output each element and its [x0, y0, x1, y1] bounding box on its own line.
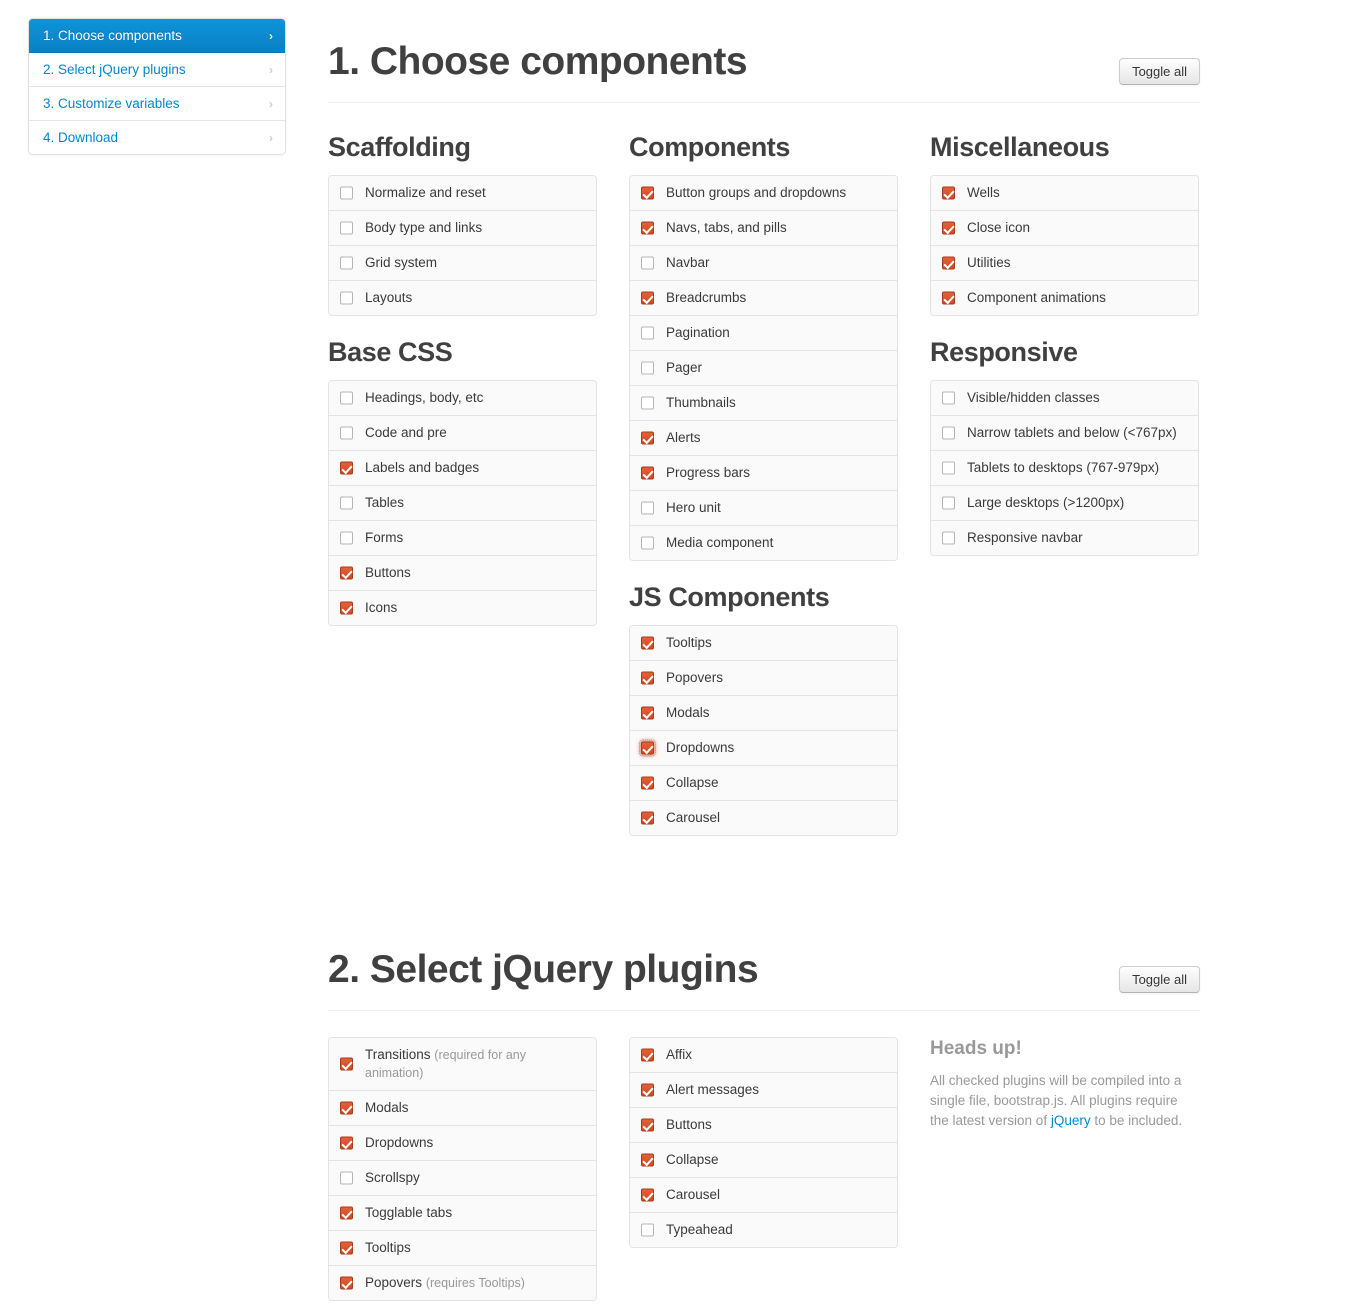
list-item[interactable] — [630, 316, 897, 351]
checkbox-pagination[interactable] — [641, 327, 654, 340]
list-item[interactable] — [630, 1108, 897, 1143]
list-item[interactable] — [931, 211, 1198, 246]
list-item[interactable] — [630, 1143, 897, 1178]
list-item-label: Carousel — [666, 1187, 721, 1202]
list-item[interactable] — [630, 351, 897, 386]
checklist-scaffolding — [328, 175, 597, 316]
list-item-label: Alerts — [666, 430, 701, 445]
list-item-label: Buttons — [666, 1117, 712, 1132]
list-item-label: Popovers — [365, 1275, 423, 1290]
toggle-all-plugins-button[interactable]: Toggle all — [1119, 966, 1200, 993]
checkbox-thumbnails[interactable] — [641, 397, 654, 410]
checkbox-plugin-togglable-tabs[interactable] — [340, 1207, 353, 1220]
list-item[interactable] — [329, 556, 596, 591]
list-item[interactable] — [630, 801, 897, 835]
list-item[interactable] — [630, 1178, 897, 1213]
list-item-label: Popovers — [666, 670, 724, 685]
list-item[interactable] — [931, 281, 1198, 315]
list-item[interactable] — [329, 1266, 596, 1300]
checkbox-navs-tabs-and-pills[interactable] — [641, 222, 654, 235]
checkbox-plugin-tooltips[interactable] — [340, 1242, 353, 1255]
chevron-right-icon: › — [269, 28, 273, 43]
toggle-all-components-button[interactable]: Toggle all — [1119, 58, 1200, 85]
list-item[interactable] — [630, 246, 897, 281]
checkbox-grid-system[interactable] — [340, 257, 353, 270]
checkbox-pager[interactable] — [641, 362, 654, 375]
checklist-base-css — [328, 380, 597, 626]
list-item[interactable] — [630, 626, 897, 661]
checkbox-navbar[interactable] — [641, 257, 654, 270]
heads-up-panel — [930, 1037, 1199, 1301]
column-components-js — [629, 129, 898, 836]
list-item-label: Close icon — [967, 220, 1031, 235]
list-item[interactable] — [329, 1126, 596, 1161]
list-item[interactable] — [630, 491, 897, 526]
checkbox-large-desktops[interactable] — [942, 497, 955, 510]
checkbox-plugin-alert-messages[interactable] — [641, 1084, 654, 1097]
list-item-label: Hero unit — [666, 500, 721, 515]
list-item-note: (requires Tooltips) — [425, 1276, 525, 1290]
list-item-label: Media component — [666, 535, 774, 550]
checkbox-icons[interactable] — [340, 602, 353, 615]
plugins-columns — [328, 1037, 1200, 1301]
checklist-miscellaneous — [930, 175, 1199, 316]
checkbox-js-modals[interactable] — [641, 707, 654, 720]
list-item-label: Utilities — [967, 255, 1011, 270]
group-title-base-css: Base CSS — [328, 337, 453, 367]
list-item-label: Modals — [666, 705, 710, 720]
list-item-label: Large desktops (>1200px) — [967, 495, 1125, 510]
list-item[interactable] — [630, 661, 897, 696]
list-item[interactable] — [329, 451, 596, 486]
section-header-jquery-plugins — [328, 908, 1200, 1011]
checkbox-plugin-scrollspy[interactable] — [340, 1172, 353, 1185]
components-columns — [328, 129, 1200, 836]
list-item[interactable] — [630, 211, 897, 246]
group-title-miscellaneous: Miscellaneous — [930, 132, 1110, 162]
list-item-label: Buttons — [365, 565, 411, 580]
list-item-label: Progress bars — [666, 465, 751, 480]
list-item-label: Typeahead — [666, 1222, 733, 1237]
heads-up-text — [930, 1071, 1199, 1131]
list-item-label: Labels and badges — [365, 460, 480, 475]
list-item-label: Button groups and dropdowns — [666, 185, 847, 200]
list-item-label: Layouts — [365, 290, 413, 305]
checklist-plugins-left — [328, 1037, 597, 1301]
list-item-label: Tooltips — [666, 635, 712, 650]
list-item[interactable] — [329, 246, 596, 281]
checkbox-normalize-and-reset[interactable] — [340, 187, 353, 200]
list-item[interactable] — [931, 416, 1198, 451]
list-item-label: Modals — [365, 1100, 409, 1115]
list-item-note: (required for any animation) — [365, 1048, 527, 1080]
list-item-label: Narrow tablets and below (<767px) — [967, 425, 1177, 440]
list-item-label: Wells — [967, 185, 1000, 200]
list-item-label: Responsive navbar — [967, 530, 1083, 545]
checkbox-component-animations[interactable] — [942, 292, 955, 305]
list-item[interactable] — [630, 281, 897, 316]
list-item-label: Pager — [666, 360, 703, 375]
list-item[interactable] — [931, 451, 1198, 486]
list-item[interactable] — [931, 521, 1198, 555]
page-title: 1. Choose components — [328, 40, 748, 83]
list-item[interactable] — [931, 381, 1198, 416]
list-item[interactable] — [329, 1161, 596, 1196]
list-item-label: Navs, tabs, and pills — [666, 220, 787, 235]
checklist-plugins-right — [629, 1037, 898, 1248]
checkbox-utilities[interactable] — [942, 257, 955, 270]
list-item[interactable] — [931, 246, 1198, 281]
sidebar-item-label: 2. Select jQuery plugins — [43, 62, 186, 77]
group-title-components: Components — [629, 132, 790, 162]
column-plugins-2 — [629, 1037, 898, 1301]
checklist-js-components — [629, 625, 898, 836]
main-content — [328, 0, 1200, 1301]
checkbox-layouts[interactable] — [340, 292, 353, 305]
checkbox-visible-hidden-classes[interactable] — [942, 392, 955, 405]
jquery-link[interactable]: jQuery — [1050, 1113, 1091, 1128]
checkbox-js-collapse[interactable] — [641, 777, 654, 790]
checkbox-media-component[interactable] — [641, 537, 654, 550]
list-item[interactable] — [630, 456, 897, 491]
list-item[interactable] — [329, 1231, 596, 1266]
list-item-label: Code and pre — [365, 425, 447, 440]
checkbox-plugin-typeahead[interactable] — [641, 1224, 654, 1237]
list-item-label: Tooltips — [365, 1240, 411, 1255]
checkbox-button-groups-and-dropdowns[interactable] — [641, 187, 654, 200]
sidebar-item-label: 3. Customize variables — [43, 96, 180, 111]
checkbox-body-type-and-links[interactable] — [340, 222, 353, 235]
list-item-label: Affix — [666, 1047, 693, 1062]
list-item-label: Dropdowns — [666, 740, 735, 755]
checkbox-plugin-dropdowns[interactable] — [340, 1137, 353, 1150]
sidebar-item-select-jquery-plugins[interactable] — [29, 53, 285, 87]
list-item-label: Scrollspy — [365, 1170, 420, 1185]
list-item-label: Forms — [365, 530, 404, 545]
group-title-responsive: Responsive — [930, 337, 1078, 367]
section-header-choose-components — [328, 0, 1200, 103]
checkbox-plugin-affix[interactable] — [641, 1049, 654, 1062]
list-item[interactable] — [630, 1213, 897, 1247]
list-item[interactable] — [329, 591, 596, 625]
list-item[interactable] — [329, 486, 596, 521]
list-item[interactable] — [630, 386, 897, 421]
chevron-right-icon: › — [269, 96, 273, 111]
list-item[interactable] — [630, 176, 897, 211]
checkbox-code-and-pre[interactable] — [340, 427, 353, 440]
checkbox-plugin-popovers[interactable] — [340, 1277, 353, 1290]
list-item-label: Transitions — [365, 1047, 431, 1062]
list-item[interactable] — [329, 381, 596, 416]
list-item-label: Collapse — [666, 775, 719, 790]
list-item-label: Icons — [365, 600, 398, 615]
list-item-label: Collapse — [666, 1152, 719, 1167]
sidebar-item-download[interactable] — [29, 121, 285, 154]
checkbox-tables[interactable] — [340, 497, 353, 510]
list-item-label: Component animations — [967, 290, 1106, 305]
list-item-label: Grid system — [365, 255, 438, 270]
checkbox-hero-unit[interactable] — [641, 502, 654, 515]
list-item-label: Carousel — [666, 810, 721, 825]
checkbox-progress-bars[interactable] — [641, 467, 654, 480]
list-item[interactable] — [630, 1038, 897, 1073]
checkbox-plugin-modals[interactable] — [340, 1102, 353, 1115]
list-item[interactable] — [329, 1196, 596, 1231]
list-item[interactable] — [931, 176, 1198, 211]
checkbox-close-icon[interactable] — [942, 222, 955, 235]
checkbox-breadcrumbs[interactable] — [641, 292, 654, 305]
list-item[interactable] — [630, 1073, 897, 1108]
list-item-label: Visible/hidden classes — [967, 390, 1100, 405]
section-title-jquery-plugins: 2. Select jQuery plugins — [328, 948, 759, 991]
checkbox-plugin-collapse[interactable] — [641, 1154, 654, 1167]
list-item[interactable] — [329, 521, 596, 556]
list-item-label: Tablets to desktops (767-979px) — [967, 460, 1160, 475]
sidebar-item-customize-variables[interactable] — [29, 87, 285, 121]
checkbox-headings-body-etc[interactable] — [340, 392, 353, 405]
heads-up-text-before: All checked plugins will be compiled into a single file, bootstrap.js. All plugins require the latest version of — [930, 1073, 1182, 1128]
checkbox-forms[interactable] — [340, 532, 353, 545]
column-misc-responsive — [930, 129, 1199, 836]
heads-up-text-after: to be included. — [1090, 1113, 1183, 1128]
list-item-label: Breadcrumbs — [666, 290, 747, 305]
list-item-label: Headings, body, etc — [365, 390, 484, 405]
list-item-label: Normalize and reset — [365, 185, 486, 200]
list-item-label: Togglable tabs — [365, 1205, 453, 1220]
group-title-js-components: JS Components — [629, 582, 830, 612]
checkbox-buttons[interactable] — [340, 567, 353, 580]
list-item[interactable] — [329, 416, 596, 451]
sidebar-item-choose-components[interactable] — [29, 19, 285, 53]
list-item[interactable] — [630, 731, 897, 766]
list-item[interactable] — [329, 281, 596, 315]
list-item-label: Tables — [365, 495, 405, 510]
section-spacer — [328, 836, 1200, 908]
checkbox-responsive-navbar[interactable] — [942, 532, 955, 545]
checkbox-js-popovers[interactable] — [641, 672, 654, 685]
checkbox-plugin-carousel[interactable] — [641, 1189, 654, 1202]
list-item[interactable] — [630, 526, 897, 560]
list-item-label: Pagination — [666, 325, 730, 340]
checkbox-tablets-to-desktops[interactable] — [942, 462, 955, 475]
chevron-right-icon: › — [269, 62, 273, 77]
heads-up-title: Heads up! — [930, 1038, 1022, 1059]
step-navigation — [28, 18, 286, 155]
checkbox-labels-and-badges[interactable] — [340, 462, 353, 475]
chevron-right-icon: › — [269, 130, 273, 145]
list-item[interactable] — [630, 766, 897, 801]
checklist-components — [629, 175, 898, 561]
list-item-label: Navbar — [666, 255, 710, 270]
checkbox-js-tooltips[interactable] — [641, 637, 654, 650]
list-item-label: Thumbnails — [666, 395, 736, 410]
sidebar-item-label: 4. Download — [43, 130, 119, 145]
list-item-label: Alert messages — [666, 1082, 760, 1097]
list-item-label: Dropdowns — [365, 1135, 434, 1150]
list-item[interactable] — [931, 486, 1198, 521]
list-item[interactable] — [329, 176, 596, 211]
checkbox-js-dropdowns[interactable] — [641, 742, 654, 755]
checkbox-plugin-transitions[interactable] — [340, 1058, 353, 1071]
list-item[interactable] — [630, 421, 897, 456]
list-item[interactable] — [329, 1038, 596, 1091]
list-item[interactable] — [329, 1091, 596, 1126]
list-item-label: Body type and links — [365, 220, 483, 235]
checkbox-wells[interactable] — [942, 187, 955, 200]
checkbox-narrow-tablets-and-below[interactable] — [942, 427, 955, 440]
checklist-responsive — [930, 380, 1199, 556]
checkbox-js-carousel[interactable] — [641, 812, 654, 825]
checkbox-plugin-buttons[interactable] — [641, 1119, 654, 1132]
list-item[interactable] — [630, 696, 897, 731]
group-title-scaffolding: Scaffolding — [328, 132, 471, 162]
list-item[interactable] — [329, 211, 596, 246]
sidebar-item-label: 1. Choose components — [43, 28, 182, 43]
column-plugins-1 — [328, 1037, 597, 1301]
checkbox-alerts[interactable] — [641, 432, 654, 445]
column-scaffolding-basecss — [328, 129, 597, 836]
